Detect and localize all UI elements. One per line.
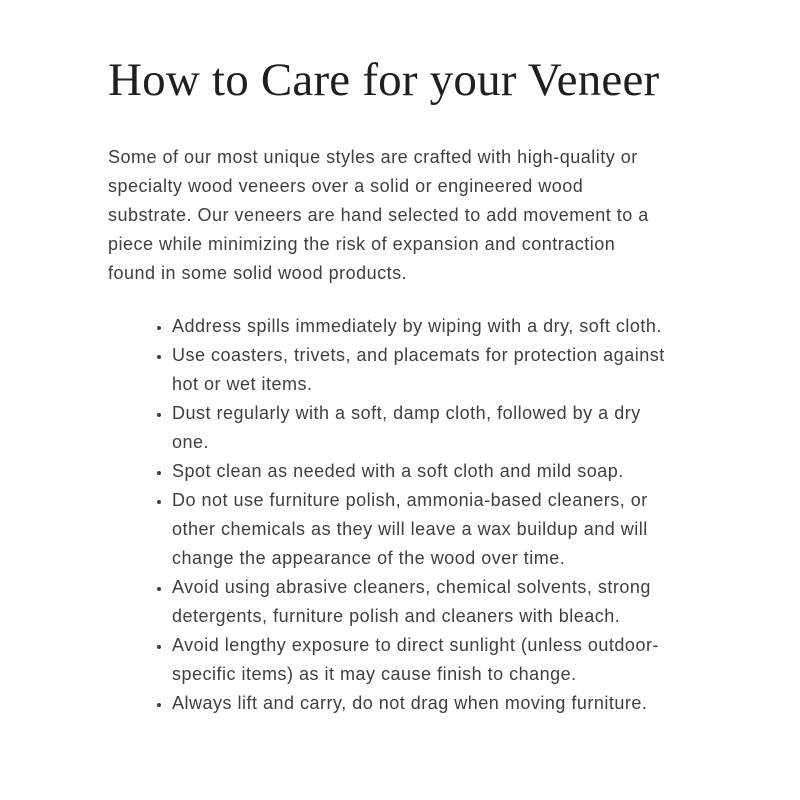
care-list-item: • Always lift and carry, do not drag when moving furniture.: [172, 689, 678, 718]
care-list-item: • Avoid using abrasive cleaners, chemical solvents, strong detergents, furniture polish and cleaners with bleach.: [172, 573, 678, 631]
care-list-item: • Spot clean as needed with a soft cloth and mild soap.: [172, 457, 678, 486]
care-list-item: • Use coasters, trivets, and placemats for protection against hot or wet items.: [172, 341, 678, 399]
intro-paragraph: Some of our most unique styles are crafted with high-quality or specialty wood veneers over a solid or engineered wood substrate. Our veneers are hand selected to add movement to a piece while minimizing the risk of expansion and contraction found in some solid wood products.: [108, 147, 649, 284]
care-list-item: • Do not use furniture polish, ammonia-based cleaners, or other chemicals as they will leave a wax buildup and will change the appearance of the wood over time.: [172, 486, 678, 573]
care-list-item: • Avoid lengthy exposure to direct sunlight (unless outdoor-specific items) as it may cause finish to change.: [172, 631, 678, 689]
care-article: [108, 52, 800, 718]
care-instructions-list: [108, 312, 678, 718]
care-list-item: • Address spills immediately by wiping with a dry, soft cloth.: [172, 312, 678, 341]
care-list-item: • Dust regularly with a soft, damp cloth, followed by a dry one.: [172, 399, 678, 457]
page-title: How to Care for your Veneer: [108, 54, 660, 106]
